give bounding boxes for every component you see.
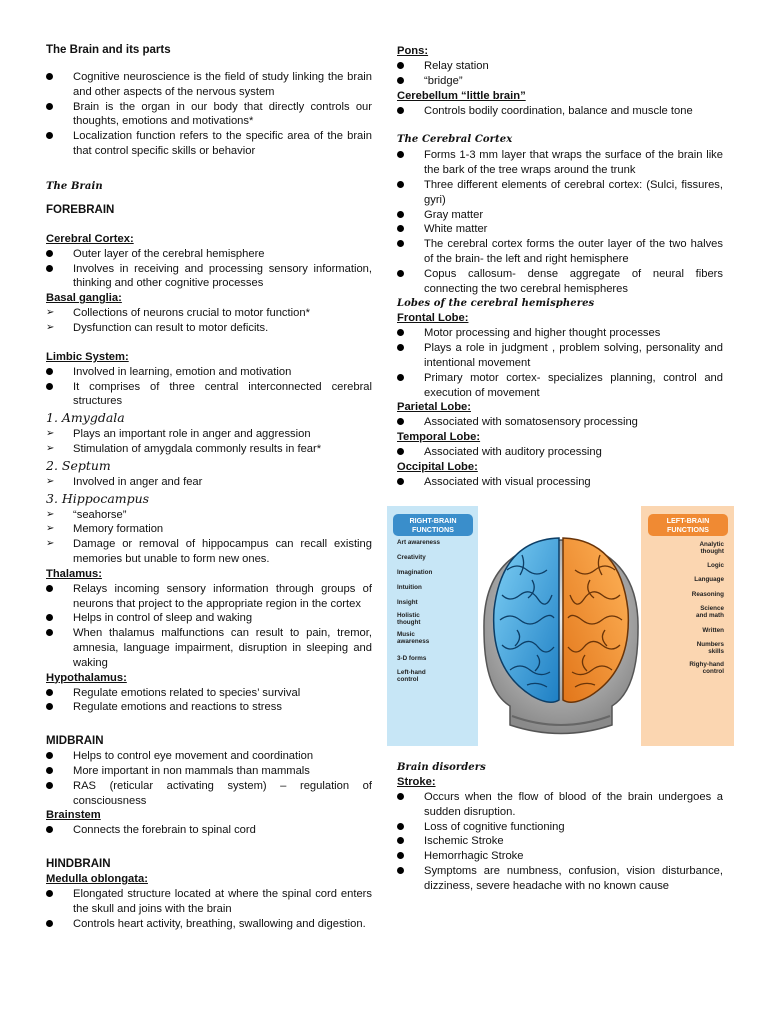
- left-brain-item: Science and math: [696, 605, 724, 619]
- list-item: When thalamus malfunctions can result to pain, tremor, amnesia, language impairment, disruption in sleeping and waking: [46, 626, 372, 670]
- occipital-list: [397, 475, 723, 490]
- list-item: Controls bodily coordination, balance and muscle tone: [397, 104, 723, 119]
- left-brain-item: Analytic thought: [699, 541, 724, 555]
- heading-stroke: Stroke:: [397, 776, 436, 788]
- heading-lobes: Lobes of the cerebral hemispheres: [397, 298, 595, 310]
- list-item: ➢ Dysfunction can result to motor deficits.: [46, 321, 269, 334]
- list-item: Associated with visual processing: [397, 475, 723, 490]
- thalamus-list: [46, 582, 372, 671]
- heading-septum: 2. Septum: [46, 457, 111, 473]
- list-item: Associated with auditory processing: [397, 445, 723, 460]
- list-item: Primary motor cortex- specializes planning, control and execution of movement: [397, 371, 723, 401]
- left-brain-item: Language: [694, 576, 724, 583]
- frontal-list: [397, 326, 723, 400]
- list-item: Controls heart activity, breathing, swallowing and digestion.: [46, 917, 372, 932]
- heading-pons: Pons:: [397, 45, 429, 57]
- medulla-list: [46, 887, 372, 931]
- intro-list: [46, 70, 372, 159]
- heading-cerebellum: Cerebellum “little brain”: [397, 89, 526, 102]
- list-item: ➢ Memory formation: [46, 523, 164, 536]
- section-heading-forebrain: FOREBRAIN: [46, 203, 115, 216]
- right-brain-item: Music awareness: [397, 631, 430, 645]
- heading-hypothalamus: Hypothalamus:: [46, 671, 127, 684]
- right-brain-item: 3-D forms: [397, 655, 427, 662]
- midbrain-list: [46, 749, 372, 808]
- heading-temporal-lobe: Temporal Lobe:: [397, 431, 481, 444]
- right-brain-panel: [387, 506, 478, 746]
- right-brain-title: RIGHT-BRAIN FUNCTIONS: [393, 514, 473, 536]
- list-item: Associated with somatosensory processing: [397, 415, 723, 430]
- list-item: ➢ “seahorse”: [46, 508, 127, 521]
- heading-thalamus: Thalamus:: [46, 567, 102, 580]
- left-brain-item: Righy-hand control: [689, 661, 724, 675]
- list-item: Helps to control eye movement and coordination: [46, 749, 372, 764]
- list-item: Relays incoming sensory information through groups of neurons that project to the appropriate region in the cortex: [46, 582, 372, 612]
- list-item: Localization function refers to the specific area of the brain that control specific skills or behavior: [46, 129, 372, 159]
- left-brain-panel: [641, 506, 734, 746]
- heading-basal-ganglia: Basal ganglia:: [46, 292, 122, 305]
- right-brain-item: Holistic thought: [397, 612, 421, 626]
- list-item: RAS (reticular activating system) – regulation of consciousness: [46, 779, 372, 809]
- left-column: [46, 44, 372, 931]
- right-brain-item: Creativity: [397, 554, 426, 561]
- list-item: Elongated structure located at where the spinal cord enters the skull and joins with the brain: [46, 887, 372, 917]
- brain-hemispheres-figure: [387, 506, 734, 746]
- list-item: Copus callosum- dense aggregate of neural fibers connecting the two cerebral hemispheres: [397, 267, 723, 297]
- septum-list: [46, 475, 372, 490]
- list-item: ➢ Damage or removal of hippocampus can recall existing memories but unable to form new ones.: [46, 538, 372, 565]
- heading-cerebral-cortex: Cerebral Cortex:: [46, 232, 134, 245]
- list-item: ➢ Collections of neurons crucial to motor function*: [46, 307, 310, 320]
- right-brain-item: Imagination: [397, 569, 433, 576]
- amygdala-list: [46, 427, 372, 457]
- left-brain-item: Written: [702, 627, 724, 634]
- list-item: Symptoms are numbness, confusion, vision disturbance, dizziness, severe headache with no known cause: [397, 864, 723, 894]
- list-item: Involved in learning, emotion and motivation: [46, 365, 372, 380]
- list-item: Forms 1-3 mm layer that wraps the surface of the brain like the bark of the tree wraps around the trunk: [397, 148, 723, 178]
- list-item: Brain is the organ in our body that directly controls our thoughts, emotions and motivations*: [46, 100, 372, 130]
- list-item: Ischemic Stroke: [397, 834, 723, 849]
- list-item: Connects the forebrain to spinal cord: [46, 823, 372, 838]
- list-item: Three different elements of cerebral cortex: (Sulci, fissures, gyri): [397, 178, 723, 208]
- parietal-list: [397, 415, 723, 430]
- list-item: The cerebral cortex forms the outer layer of the two halves of the brain- the left and right hemisphere: [397, 237, 723, 267]
- left-brain-item: Logic: [707, 562, 724, 569]
- right-column: [397, 44, 723, 490]
- list-item: ➢ Stimulation of amygdala commonly results in fear*: [46, 442, 322, 455]
- list-item: Regulate emotions and reactions to stress: [46, 700, 372, 715]
- list-item: ➢ Involved in anger and fear: [46, 475, 203, 488]
- brain-disorders-section: [397, 760, 723, 894]
- list-item: Helps in control of sleep and waking: [46, 611, 372, 626]
- heading-midbrain: MIDBRAIN: [46, 735, 104, 748]
- heading-brainstem: Brainstem: [46, 809, 101, 822]
- heading-limbic-system: Limbic System:: [46, 350, 129, 363]
- brain-illustration: [472, 520, 650, 746]
- cerebellum-list: [397, 104, 723, 119]
- list-item: Hemorrhagic Stroke: [397, 849, 723, 864]
- list-item: Outer layer of the cerebral hemisphere: [46, 247, 372, 262]
- brainstem-list: [46, 823, 372, 838]
- document-title: The Brain and its parts: [46, 44, 171, 56]
- section-heading-the-brain: The Brain: [46, 180, 103, 192]
- heading-amygdala: 1. Amygdala: [46, 410, 125, 426]
- list-item: Motor processing and higher thought processes: [397, 326, 723, 341]
- list-item: “bridge”: [397, 74, 723, 89]
- list-item: Loss of cognitive functioning: [397, 820, 723, 835]
- temporal-list: [397, 445, 723, 460]
- stroke-list: [397, 790, 723, 894]
- heading-occipital-lobe: Occipital Lobe:: [397, 460, 478, 473]
- cortex-list: [397, 148, 723, 296]
- hippocampus-list: [46, 508, 372, 567]
- heading-frontal-lobe: Frontal Lobe:: [397, 312, 469, 325]
- basal-ganglia-list: [46, 306, 372, 336]
- right-brain-item: Left-hand control: [397, 669, 426, 683]
- hypothalamus-list: [46, 686, 372, 716]
- right-brain-item: Art awareness: [397, 539, 441, 546]
- right-brain-item: Insight: [397, 599, 418, 606]
- heading-parietal-lobe: Parietal Lobe:: [397, 401, 471, 414]
- left-brain-title: LEFT-BRAIN FUNCTIONS: [648, 514, 728, 536]
- list-item: Cognitive neuroscience is the field of study linking the brain and other aspects of the nervous system: [46, 70, 372, 100]
- right-brain-item: Intuition: [397, 584, 422, 591]
- list-item: Relay station: [397, 59, 723, 74]
- list-item: Gray matter: [397, 208, 723, 223]
- list-item: It comprises of three central interconnected cerebral structures: [46, 380, 372, 410]
- list-item: Plays a role in judgment , problem solving, personality and intentional movement: [397, 341, 723, 371]
- heading-hindbrain: HINDBRAIN: [46, 858, 111, 871]
- pons-list: [397, 59, 723, 89]
- heading-hippocampus: 3. Hippocampus: [46, 490, 150, 506]
- left-brain-item: Numbers skills: [696, 641, 724, 655]
- list-item: Involves in receiving and processing sensory information, thinking and other cognitive processes: [46, 262, 372, 292]
- heading-brain-disorders: Brain disorders: [397, 762, 486, 773]
- limbic-list: [46, 365, 372, 409]
- cerebral-cortex-list: [46, 247, 372, 291]
- list-item: More important in non mammals than mammals: [46, 764, 372, 779]
- list-item: ➢ Plays an important role in anger and aggression: [46, 428, 311, 441]
- heading-cerebral-cortex-section: The Cerebral Cortex: [397, 134, 513, 146]
- heading-medulla: Medulla oblongata:: [46, 873, 148, 886]
- list-item: Regulate emotions related to species’ survival: [46, 686, 372, 701]
- list-item: White matter: [397, 222, 723, 237]
- list-item: Occurs when the flow of blood of the brain undergoes a sudden disruption.: [397, 790, 723, 820]
- left-brain-item: Reasoning: [691, 591, 724, 598]
